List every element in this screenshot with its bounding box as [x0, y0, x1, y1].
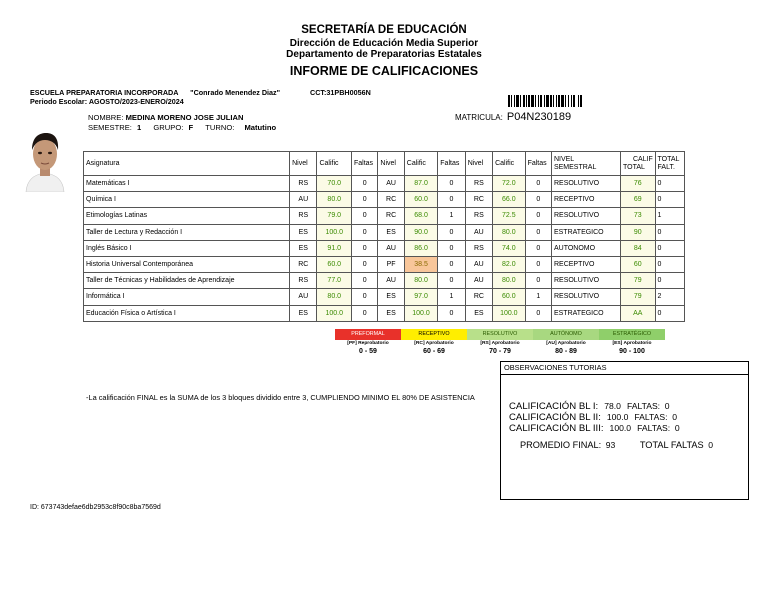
cell-ft: 0 — [655, 176, 684, 192]
barcode-stripe — [540, 95, 542, 107]
col-nivel-semestral — [551, 152, 620, 176]
cell-ct: 73 — [621, 208, 656, 224]
block-1-line — [509, 401, 670, 412]
cell-c3: 80.0 — [493, 224, 525, 240]
cell-f3: 0 — [525, 305, 551, 321]
cell-n2: ES — [378, 305, 404, 321]
cell-c3: 100.0 — [493, 305, 525, 321]
cell-ct: 60 — [621, 256, 656, 272]
barcode-stripe — [508, 95, 510, 107]
group-label: GRUPO: — [153, 123, 184, 132]
cell-ft: 1 — [655, 208, 684, 224]
cell-n2: PF — [378, 256, 404, 272]
barcode-icon — [508, 95, 598, 107]
cell-n3: RC — [465, 289, 492, 305]
table-row — [84, 208, 685, 224]
header-departamento: Departamento de Preparatorias Estatales — [286, 49, 482, 60]
block-3-label: CALIFICACIÓN BL III: — [509, 423, 604, 434]
cell-c1: 80.0 — [317, 289, 352, 305]
cell-ft: 0 — [655, 273, 684, 289]
barcode-stripe — [520, 95, 521, 107]
col-faltas-total — [655, 152, 684, 176]
cell-ct: 79 — [621, 273, 656, 289]
semester-label: SEMESTRE: — [88, 123, 132, 132]
legend-level-range: 0 - 59 — [359, 348, 377, 355]
col-calif-total-2: TOTAL — [623, 163, 645, 171]
cell-n3: RS — [465, 240, 492, 256]
cell-f1: 0 — [352, 224, 378, 240]
legend-level-name: RESOLUTIVO — [467, 329, 533, 340]
cell-n3: AU — [465, 256, 492, 272]
cell-f2: 0 — [438, 176, 465, 192]
cell-ft: 0 — [655, 240, 684, 256]
legend-level-name: AUTÓNOMO — [533, 329, 599, 340]
barcode-stripe — [511, 95, 512, 107]
cell-f3: 0 — [525, 192, 551, 208]
cell-f3: 0 — [525, 176, 551, 192]
legend-ranges — [335, 348, 665, 356]
matricula-value: P04N230189 — [506, 111, 572, 123]
school-cct: CCT:31PBH0056N — [310, 88, 371, 97]
table-row — [84, 305, 685, 321]
block-1-faltas: 0 — [664, 401, 670, 411]
barcode-stripe — [546, 95, 549, 107]
barcode-stripe — [523, 95, 525, 107]
legend-level-code: [AU] Aprobatorio — [546, 341, 586, 346]
cell-ft: 0 — [655, 256, 684, 272]
col-faltas-2: Faltas — [438, 152, 465, 176]
cell-subject: Educación Física o Artística I — [84, 305, 290, 321]
cell-f2: 0 — [438, 256, 465, 272]
promedio-value: 93 — [605, 440, 616, 450]
legend-codes — [335, 340, 665, 348]
table-row — [84, 224, 685, 240]
legend-level-name: RECEPTIVO — [401, 329, 467, 340]
barcode-stripe — [550, 95, 552, 107]
cell-n3: RS — [465, 176, 492, 192]
student-name-label: NOMBRE: — [88, 113, 124, 122]
cell-f3: 0 — [525, 256, 551, 272]
cell-f3: 0 — [525, 273, 551, 289]
barcode-stripe — [516, 95, 519, 107]
cell-ft: 0 — [655, 192, 684, 208]
col-nivel-semestral-1: NIVEL — [553, 155, 575, 163]
cell-n1: AU — [290, 192, 317, 208]
table-row — [84, 273, 685, 289]
legend-level-range: 90 - 100 — [619, 348, 645, 355]
cell-f2: 0 — [438, 273, 465, 289]
col-faltas-total-2: FALT. — [657, 163, 675, 171]
barcode-stripe — [571, 95, 572, 107]
cell-f1: 0 — [352, 208, 378, 224]
cell-c3: 72.5 — [493, 208, 525, 224]
cell-subject: Taller de Lectura y Redacción I — [84, 224, 290, 240]
barcode-stripe — [528, 95, 530, 107]
cell-n1: ES — [290, 240, 317, 256]
block-1-value: 78.0 — [604, 401, 621, 411]
student-info-line — [88, 123, 276, 132]
barcode-stripe — [538, 95, 539, 107]
col-calif-total — [621, 152, 656, 176]
cell-n3: RC — [465, 192, 492, 208]
cell-c2: 90.0 — [404, 224, 438, 240]
cell-n3: ES — [465, 305, 492, 321]
barcode-stripe — [568, 95, 569, 107]
table-row — [84, 240, 685, 256]
cell-c2: 38.5 — [404, 256, 438, 272]
grading-note: -La calificación FINAL es la SUMA de los 3 bloques dividido entre 3, CUMPLIENDO MINIMO EL 80% DE ASISTENCIA — [86, 393, 475, 402]
cell-ct: 90 — [621, 224, 656, 240]
barcode-stripe — [535, 95, 536, 107]
shift-value: Matutino — [244, 123, 277, 132]
promedio-label: PROMEDIO FINAL: — [520, 440, 602, 450]
col-faltas-3: Faltas — [525, 152, 551, 176]
total-faltas-label: TOTAL FALTAS — [639, 440, 704, 450]
cell-c1: 100.0 — [317, 224, 352, 240]
matricula-label: MATRICULA: — [455, 113, 503, 122]
cell-c1: 60.0 — [317, 256, 352, 272]
cell-c2: 80.0 — [404, 273, 438, 289]
header-secretaria: SECRETARÍA DE EDUCACIÓN — [301, 24, 467, 36]
cell-c2: 87.0 — [404, 176, 438, 192]
cell-n3: AU — [465, 224, 492, 240]
grades-table — [83, 151, 685, 322]
barcode-stripe — [553, 95, 554, 107]
cell-n1: ES — [290, 305, 317, 321]
cell-c1: 77.0 — [317, 273, 352, 289]
cell-c2: 60.0 — [404, 192, 438, 208]
student-name-line — [88, 113, 243, 122]
cell-subject: Matemáticas I — [84, 176, 290, 192]
col-calif-1: Calific — [317, 152, 352, 176]
cell-c3: 60.0 — [493, 289, 525, 305]
cell-ct: 76 — [621, 176, 656, 192]
cell-f1: 0 — [352, 273, 378, 289]
legend-level-code: [ES] Aprobatorio — [612, 341, 652, 346]
cell-ft: 0 — [655, 224, 684, 240]
cell-c2: 100.0 — [404, 305, 438, 321]
legend-level-range: 70 - 79 — [489, 348, 511, 355]
cell-f2: 0 — [438, 192, 465, 208]
cell-f2: 0 — [438, 224, 465, 240]
cell-n2: ES — [378, 224, 404, 240]
cell-c3: 72.0 — [493, 176, 525, 192]
table-row — [84, 289, 685, 305]
block-3-faltas-label: FALTAS: — [637, 423, 671, 433]
col-faltas-total-1: TOTAL — [657, 155, 680, 163]
observations-title: OBSERVACIONES TUTORIAS — [501, 362, 748, 375]
cell-f1: 0 — [352, 256, 378, 272]
matricula-line — [455, 111, 571, 123]
col-calif-total-1: CALIF — [633, 155, 653, 163]
cell-ct: AA — [621, 305, 656, 321]
cell-ns: RESOLUTIVO — [551, 208, 620, 224]
cell-f2: 0 — [438, 240, 465, 256]
block-2-line — [509, 412, 677, 423]
table-row — [84, 176, 685, 192]
cell-c3: 66.0 — [493, 192, 525, 208]
cell-ns: ESTRATEGICO — [551, 305, 620, 321]
cell-c3: 74.0 — [493, 240, 525, 256]
block-2-faltas: 0 — [672, 412, 677, 422]
shift-label: TURNO: — [205, 123, 235, 132]
cell-c1: 80.0 — [317, 192, 352, 208]
barcode-stripe — [565, 95, 566, 107]
legend-level-code: [RC] Aprobatorio — [414, 341, 454, 346]
barcode-stripe — [580, 95, 582, 107]
cell-n2: RC — [378, 208, 404, 224]
cell-n3: RS — [465, 208, 492, 224]
col-faltas-1: Faltas — [352, 152, 378, 176]
school-quoted-name: "Conrado Menendez Diaz" — [190, 88, 281, 97]
cell-ns: ESTRATEGICO — [551, 224, 620, 240]
cell-c1: 79.0 — [317, 208, 352, 224]
barcode-stripe — [544, 95, 545, 107]
cell-n2: AU — [378, 240, 404, 256]
cell-n2: RC — [378, 192, 404, 208]
cell-c3: 82.0 — [493, 256, 525, 272]
barcode-stripe — [514, 95, 515, 107]
barcode-stripe — [578, 95, 579, 107]
cell-ct: 69 — [621, 192, 656, 208]
cell-f3: 0 — [525, 208, 551, 224]
table-header-row — [84, 152, 685, 176]
block-2-value: 100.0 — [606, 412, 629, 422]
cell-f3: 0 — [525, 224, 551, 240]
cell-c2: 86.0 — [404, 240, 438, 256]
col-calif-2: Calific — [404, 152, 438, 176]
cell-subject: Historia Universal Contemporánea — [84, 256, 290, 272]
cell-f2: 1 — [438, 208, 465, 224]
cell-ct: 84 — [621, 240, 656, 256]
col-subject: Asignatura — [84, 152, 290, 176]
cell-n1: AU — [290, 289, 317, 305]
barcode-stripe — [556, 95, 557, 107]
legend-level-code: [PF] Reprobatorio — [347, 341, 389, 346]
cell-n1: RS — [290, 176, 317, 192]
barcode-stripe — [573, 95, 575, 107]
legend-level-range: 80 - 89 — [555, 348, 577, 355]
school-line — [30, 88, 371, 97]
legend-level-name: ESTRATÉGICO — [599, 329, 665, 340]
col-calif-3: Calific — [493, 152, 525, 176]
cell-ft: 2 — [655, 289, 684, 305]
cell-n3: AU — [465, 273, 492, 289]
table-row — [84, 192, 685, 208]
block-1-faltas-label: FALTAS: — [626, 401, 661, 411]
cell-n1: RS — [290, 208, 317, 224]
legend-level-range: 60 - 69 — [423, 348, 445, 355]
cell-ns: RESOLUTIVO — [551, 273, 620, 289]
cell-c1: 100.0 — [317, 305, 352, 321]
cell-ns: RESOLUTIVO — [551, 176, 620, 192]
cell-f1: 0 — [352, 305, 378, 321]
legend-level-name: PREFORMAL — [335, 329, 401, 340]
barcode-stripe — [526, 95, 527, 107]
cell-c2: 68.0 — [404, 208, 438, 224]
cell-c1: 70.0 — [317, 176, 352, 192]
cell-ct: 79 — [621, 289, 656, 305]
cell-f1: 0 — [352, 240, 378, 256]
legend-bar — [335, 329, 665, 340]
report-title: INFORME DE CALIFICACIONES — [289, 64, 479, 78]
barcode-stripe — [561, 95, 564, 107]
cell-ft: 0 — [655, 305, 684, 321]
cell-f2: 0 — [438, 305, 465, 321]
student-name: MEDINA MORENO JOSE JULIAN — [125, 113, 244, 122]
block-3-line — [509, 423, 680, 434]
cell-n1: ES — [290, 224, 317, 240]
total-faltas-value: 0 — [708, 440, 714, 450]
cell-n2: ES — [378, 289, 404, 305]
observations-box — [500, 361, 749, 500]
block-1-label: CALIFICACIÓN BL I: — [509, 401, 599, 412]
header-direccion: Dirección de Educación Media Superior — [289, 38, 479, 49]
cell-f3: 0 — [525, 240, 551, 256]
cell-f1: 0 — [352, 289, 378, 305]
cell-n1: RS — [290, 273, 317, 289]
col-nivel-semestral-2: SEMESTRAL — [553, 163, 597, 171]
barcode-stripe — [531, 95, 534, 107]
block-2-faltas-label: FALTAS: — [634, 412, 668, 422]
cell-ns: RECEPTIVO — [551, 256, 620, 272]
table-row — [84, 256, 685, 272]
cell-ns: AUTONOMO — [551, 240, 620, 256]
legend-level-code: [RS] Aprobatorio — [480, 341, 520, 346]
col-nivel-2: Nivel — [378, 152, 404, 176]
col-nivel-1: Nivel — [290, 152, 317, 176]
cell-n2: AU — [378, 273, 404, 289]
block-2-label: CALIFICACIÓN BL II: — [509, 412, 601, 423]
cell-subject: Taller de Técnicas y Habilidades de Aprendizaje — [84, 273, 290, 289]
cell-ns: RESOLUTIVO — [551, 289, 620, 305]
cell-f1: 0 — [352, 192, 378, 208]
document-id: ID: 673743defae6db2953c8f90c8ba7569d — [30, 504, 161, 511]
barcode-stripe — [558, 95, 560, 107]
cell-f3: 1 — [525, 289, 551, 305]
block-3-faltas: 0 — [674, 423, 680, 433]
cell-subject: Química I — [84, 192, 290, 208]
cell-c2: 97.0 — [404, 289, 438, 305]
cell-subject: Etimologías Latinas — [84, 208, 290, 224]
school-period: Periodo Escolar: AGOSTO/2023-ENERO/2024 — [30, 97, 184, 106]
school-name: ESCUELA PREPARATORIA INCORPORADA — [30, 88, 179, 97]
cell-n1: RC — [290, 256, 317, 272]
semester-value: 1 — [137, 123, 142, 132]
cell-subject: Informática I — [84, 289, 290, 305]
cell-f2: 1 — [438, 289, 465, 305]
cell-subject: Inglés Básico I — [84, 240, 290, 256]
group-value: F — [188, 123, 194, 132]
promedio-line — [520, 440, 713, 450]
cell-c1: 91.0 — [317, 240, 352, 256]
cell-c3: 80.0 — [493, 273, 525, 289]
cell-f1: 0 — [352, 176, 378, 192]
cell-ns: RECEPTIVO — [551, 192, 620, 208]
cell-n2: AU — [378, 176, 404, 192]
col-nivel-3: Nivel — [465, 152, 492, 176]
grade-legend — [335, 329, 665, 356]
student-photo — [18, 128, 72, 192]
block-3-value: 100.0 — [609, 423, 632, 433]
